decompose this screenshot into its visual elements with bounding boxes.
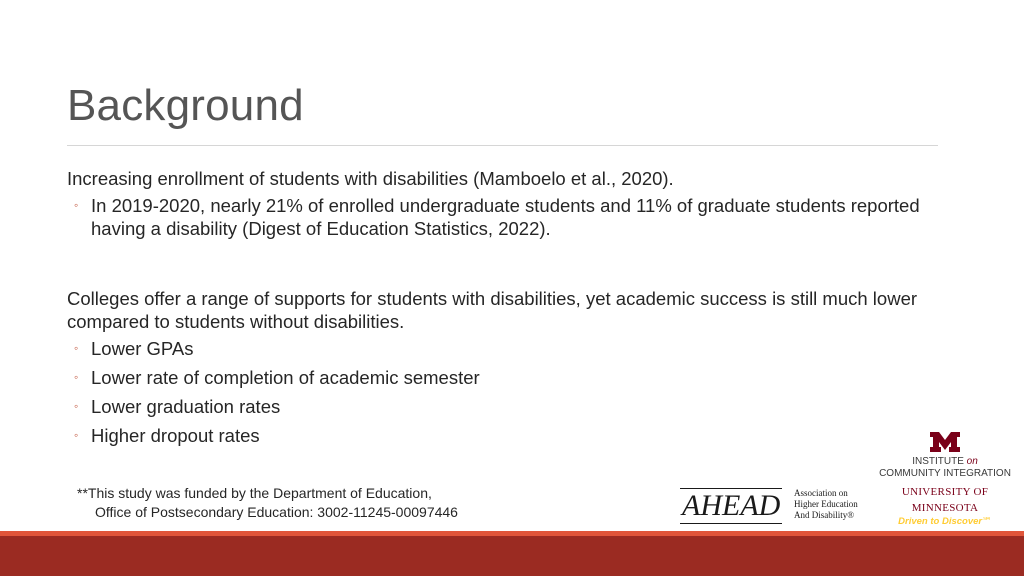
bullet-item-gpas — [74, 337, 921, 360]
bullet-item-completion — [74, 366, 921, 389]
title-divider — [67, 145, 938, 146]
footer-band — [0, 536, 1024, 576]
umn-wordmark: UNIVERSITY OF MINNESOTA — [901, 486, 989, 514]
ici-line-2: COMMUNITY INTEGRATION — [879, 468, 1011, 479]
footnote-line-1: **This study was funded by the Department of Education, — [77, 485, 432, 501]
bullet-icon: ◦ — [74, 198, 79, 212]
umn-tagline: Driven to Discover℠ — [898, 516, 992, 527]
ahead-logo — [680, 488, 870, 524]
bullet-text: Higher dropout rates — [91, 425, 260, 446]
bullet-text: Lower graduation rates — [91, 396, 281, 417]
ahead-logo-word: AHEAD — [682, 489, 781, 522]
bullet-item-dropout — [74, 424, 921, 447]
bullet-icon: ◦ — [74, 370, 79, 384]
footnote-line-2: Office of Postsecondary Education: 3002-11245-00097446 — [95, 504, 458, 520]
bullet-icon: ◦ — [74, 428, 79, 442]
slide-title: Background — [67, 81, 304, 130]
bullet-icon: ◦ — [74, 341, 79, 355]
bullet-text: Lower rate of completion of academic semester — [91, 367, 480, 388]
bullet-text: Lower GPAs — [91, 338, 194, 359]
ahead-logo-subtitle: Association on Higher Education And Disability® — [794, 488, 858, 520]
funding-footnote — [77, 484, 458, 522]
bullet-item-enrollment-stats — [74, 194, 921, 240]
paragraph-supports: Colleges offer a range of supports for students with disabilities, yet academic success is still much lower compared to students without disabilities. — [67, 288, 918, 332]
block-m-icon — [928, 430, 962, 454]
bullet-icon: ◦ — [74, 399, 79, 413]
umn-ici-logo — [874, 430, 1016, 528]
ici-line-1: INSTITUTE on — [912, 456, 978, 467]
paragraph-enrollment: Increasing enrollment of students with disabilities (Mamboelo et al., 2020). — [67, 168, 674, 189]
bullet-item-graduation — [74, 395, 921, 418]
bullet-text: In 2019-2020, nearly 21% of enrolled undergraduate students and 11% of graduate students reported having a disability (Digest of Education Statistics, 2022). — [91, 195, 920, 239]
